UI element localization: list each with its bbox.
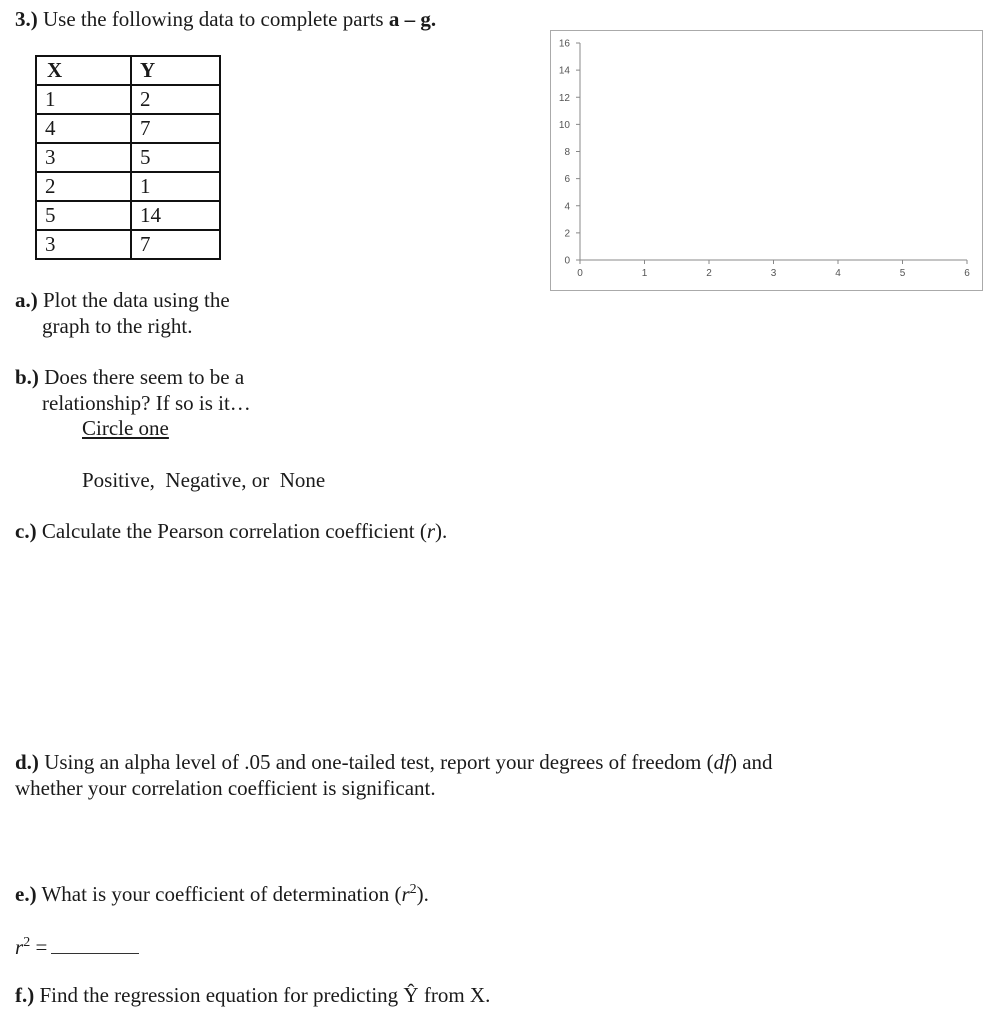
part-a-line1	[15, 287, 230, 313]
question-intro: Use the following data to complete parts	[43, 7, 384, 31]
cell-x: 3	[36, 230, 131, 259]
cell-y: 7	[131, 230, 220, 259]
answer-sup: 2	[23, 935, 31, 950]
chart-border	[551, 31, 983, 291]
y-tick-label: 6	[564, 174, 570, 186]
part-d-label: d.)	[15, 750, 39, 774]
y-tick-label: 4	[564, 201, 570, 213]
part-f-line	[15, 982, 490, 1008]
question-range: a – g.	[388, 7, 437, 31]
part-b-line2: relationship? If so is it…	[42, 391, 251, 415]
y-tick-label: 12	[558, 92, 570, 104]
y-tick-label: 10	[558, 119, 570, 131]
y-tick-label: 14	[558, 65, 570, 77]
part-d-end: ) and	[729, 750, 773, 774]
part-d-line1	[15, 749, 773, 775]
part-e-var: r	[401, 882, 410, 906]
part-c-end: ).	[435, 519, 448, 543]
cell-y: 1	[131, 172, 220, 201]
cell-y: 14	[131, 201, 220, 230]
relationship-options[interactable]: Positive, Negative, or None	[82, 468, 326, 492]
x-tick-label: 5	[899, 268, 906, 279]
answer-eq: =	[35, 935, 48, 959]
part-c-label: c.)	[15, 519, 37, 543]
header-x: X	[36, 56, 131, 85]
part-b-label: b.)	[15, 365, 39, 389]
header-y: Y	[131, 56, 220, 85]
table-row	[36, 172, 220, 201]
x-tick-label: 2	[706, 268, 712, 279]
table-row	[36, 230, 220, 259]
answer-blank[interactable]	[51, 939, 139, 954]
y-tick-label: 2	[564, 228, 570, 240]
part-f-label: f.)	[15, 983, 35, 1007]
table-row	[36, 143, 220, 172]
part-d-var: df	[713, 750, 730, 774]
cell-y: 5	[131, 143, 220, 172]
cell-x: 1	[36, 85, 131, 114]
part-d-text: Using an alpha level of .05 and one-tailed test, report your degrees of freedom (	[44, 750, 714, 774]
part-a-text: Plot the data using the	[43, 288, 230, 312]
question-heading	[15, 6, 436, 32]
part-d-line2: whether your correlation coefficient is significant.	[15, 776, 436, 800]
x-tick-label: 4	[835, 268, 841, 279]
x-tick-label: 6	[964, 268, 970, 279]
part-b-line1	[15, 364, 244, 390]
cell-x: 3	[36, 143, 131, 172]
part-a-line2: graph to the right.	[42, 314, 193, 338]
part-e-sup: 2	[409, 882, 417, 897]
part-e-label: e.)	[15, 882, 37, 906]
table-header-row	[36, 56, 220, 85]
cell-x: 5	[36, 201, 131, 230]
scatter-chart[interactable]	[550, 30, 983, 291]
circle-one-label: Circle one	[82, 416, 169, 440]
part-c-text: Calculate the Pearson correlation coefficient (	[41, 519, 427, 543]
table-row	[36, 85, 220, 114]
part-b-text: Does there seem to be a	[44, 365, 245, 389]
y-tick-label: 8	[564, 147, 570, 158]
r-squared-answer	[15, 930, 139, 960]
part-e-text: What is your coefficient of determination (	[41, 882, 402, 906]
part-e-line	[15, 877, 429, 907]
part-c-var: r	[426, 519, 436, 543]
part-a-label: a.)	[15, 288, 38, 312]
part-e-end: ).	[416, 882, 429, 906]
part-c-line	[15, 518, 447, 544]
part-f-text: Find the regression equation for predicting Ŷ from X.	[39, 983, 491, 1007]
cell-y: 2	[131, 85, 220, 114]
question-number: 3.)	[15, 7, 38, 31]
cell-y: 7	[131, 114, 220, 143]
x-tick-label: 0	[577, 268, 583, 279]
cell-x: 4	[36, 114, 131, 143]
y-tick-label: 16	[558, 38, 570, 50]
table-row	[36, 114, 220, 143]
table-row	[36, 201, 220, 230]
cell-x: 2	[36, 172, 131, 201]
y-tick-label: 0	[564, 255, 570, 267]
x-tick-label: 1	[641, 268, 648, 279]
answer-var: r	[15, 935, 24, 959]
x-tick-label: 3	[770, 268, 777, 279]
data-table	[35, 55, 221, 260]
